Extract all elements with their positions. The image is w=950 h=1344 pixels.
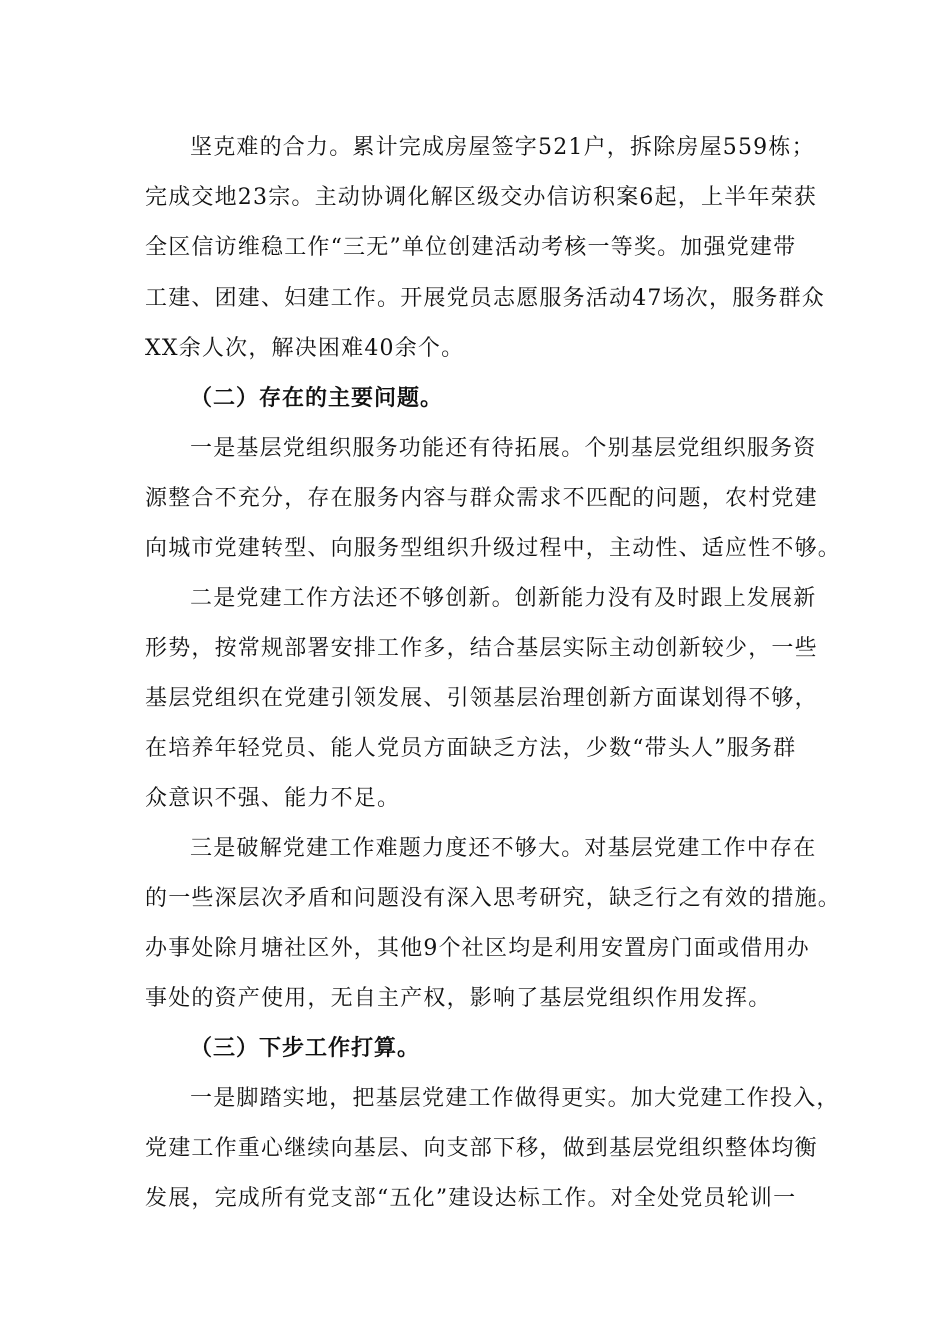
section-heading-next-steps: （三）下步工作打算。 bbox=[190, 1036, 421, 1061]
paragraph-line: 一是基层党组织服务功能还有待拓展。个别基层党组织服务资 bbox=[190, 436, 817, 461]
paragraph-line: 基层党组织在党建引领发展、引领基层治理创新方面谋划得不够， bbox=[145, 686, 818, 711]
paragraph-line: 事处的资产使用，无自主产权，影响了基层党组织作用发挥。 bbox=[145, 986, 772, 1011]
paragraph-line: 工建、团建、妇建工作。开展党员志愿服务活动47场次，服务群众 bbox=[145, 286, 825, 311]
paragraph-line: 一是脚踏实地，把基层党建工作做得更实。加大党建工作投入， bbox=[190, 1086, 840, 1111]
paragraph-line: 二是党建工作方法还不够创新。创新能力没有及时跟上发展新 bbox=[190, 586, 817, 611]
paragraph-line: 形势，按常规部署安排工作多，结合基层实际主动创新较少，一些 bbox=[145, 636, 818, 661]
paragraph-line: 党建工作重心继续向基层、向支部下移，做到基层党组织整体均衡 bbox=[145, 1136, 818, 1161]
section-heading-problems: （二）存在的主要问题。 bbox=[190, 386, 444, 411]
paragraph-line: 在培养年轻党员、能人党员方面缺乏方法，少数“带头人”服务群 bbox=[145, 736, 797, 761]
paragraph-line: 全区信访维稳工作“三无”单位创建活动考核一等奖。加强党建带 bbox=[145, 235, 797, 260]
paragraph-line: 的一些深层次矛盾和问题没有深入思考研究，缺乏行之有效的措施。 bbox=[145, 886, 842, 911]
paragraph-line: 向城市党建转型、向服务型组织升级过程中，主动性、适应性不够。 bbox=[145, 536, 842, 561]
paragraph-line: 众意识不强、能力不足。 bbox=[145, 786, 401, 811]
paragraph-line: 坚克难的合力。累计完成房屋签字521户，拆除房屋559栋； bbox=[190, 135, 815, 160]
paragraph-line: 三是破解党建工作难题力度还不够大。对基层党建工作中存在 bbox=[190, 836, 817, 861]
paragraph-line: 源整合不充分，存在服务内容与群众需求不匹配的问题，农村党建 bbox=[145, 486, 818, 511]
paragraph-line: 完成交地23宗。主动协调化解区级交办信访积案6起，上半年荣获 bbox=[145, 185, 817, 210]
paragraph-line: 办事处除月塘社区外，其他9个社区均是利用安置房门面或借用办 bbox=[145, 936, 810, 961]
paragraph-line: XX余人次，解决困难40余个。 bbox=[145, 336, 465, 361]
paragraph-line: 发展，完成所有党支部“五化”建设达标工作。对全处党员轮训一 bbox=[145, 1186, 797, 1211]
